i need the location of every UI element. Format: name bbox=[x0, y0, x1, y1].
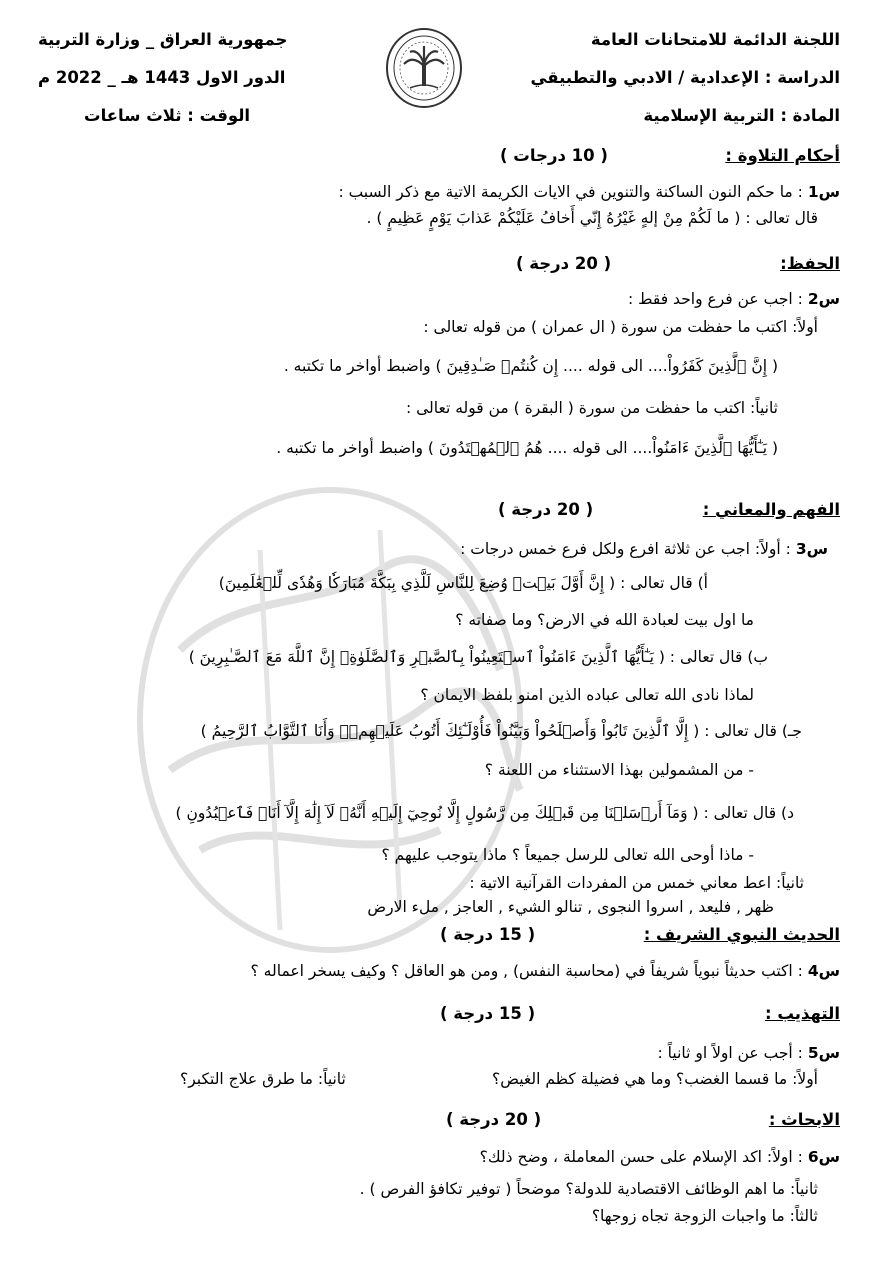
q3-c-verse: جـ) قال تعالى : ( إِلَّا ٱلَّذِينَ تَابُواْ وَأَصۡلَحُواْ وَبَيَّنُواْ فَأُوْلَـٰٓئِكَ أَتُوبُ عَلَيۡهِمۡۚ وَأَنَا ٱلتَّوَّابُ ٱلرَّحِيمُ ) bbox=[200, 722, 802, 740]
q3-d-question: - ماذا أوحى الله تعالى للرسل جميعاً ؟ ماذا يتوجب عليهم ؟ bbox=[381, 846, 754, 864]
grade-hifz: ( 20 درجة ) bbox=[516, 254, 612, 273]
section-title-tilawa: أحكام التلاوة : bbox=[725, 146, 840, 165]
question-number: س5 bbox=[807, 1044, 840, 1062]
question-text: : أولاً: اجب عن ثلاثة افرع ولكل فرع خمس درجات : bbox=[460, 540, 791, 558]
grade-hadith: ( 15 درجة ) bbox=[440, 925, 536, 944]
question-text: : ما حكم النون الساكنة والتنوين في الايات الكريمة الاتية مع ذكر السبب : bbox=[338, 183, 803, 201]
q3-second: ثانياً: اعط معاني خمس من المفردات القرآنية الاتية : bbox=[469, 874, 804, 892]
header-subject: المادة : التربية الإسلامية bbox=[643, 106, 840, 125]
grade-tahdheeb: ( 15 درجة ) bbox=[440, 1004, 536, 1023]
question-4 bbox=[251, 962, 840, 981]
grade-fahm: ( 20 درجة ) bbox=[498, 500, 594, 519]
question-1 bbox=[338, 183, 840, 202]
q3-c-question: - من المشمولين بهذا الاستثناء من اللعنة ؟ bbox=[484, 761, 754, 779]
section-title-abhath: الابحاث : bbox=[768, 1110, 840, 1129]
q3-d-verse: د) قال تعالى : ( وَمَآ أَرۡسَلۡنَا مِن قَبۡلِكَ مِن رَّسُولٍ إِلَّا نُوحِيٓ إِلَيۡهِ أَنَّهُۥ لَآ إِلَٰهَ إِلَّآ أَنَا۠ فَٱعۡبُدُونِ ) bbox=[175, 804, 794, 822]
q3-b-question: لماذا نادى الله تعالى عباده الذين امنو بلفظ الايمان ؟ bbox=[420, 686, 754, 704]
q3-a-question: ما اول بيت لعبادة الله في الارض؟ وما صفاته ؟ bbox=[455, 611, 754, 629]
q6-second: ثانياً: ما اهم الوظائف الاقتصادية للدولة؟ موضحاً ( توفير تكافؤ الفرص ) . bbox=[359, 1180, 818, 1198]
q2-second-verse: ( يَـٰٓأَيُّهَا ٱلَّذِينَ ءَامَنُواْ.... الى قوله .... هُمُ ٱلۡمُهۡتَدُونَ ) واضبط أواخر ما تكتبه . bbox=[276, 439, 778, 457]
question-3 bbox=[460, 540, 828, 559]
header-session: الدور الاول 1443 هـ _ 2022 م bbox=[38, 68, 286, 87]
q3-words: ظهر , فليعد , اسروا النجوى , تنالو الشيء , العاجز , ملء الارض bbox=[367, 898, 774, 916]
header-study: الدراسة : الإعدادية / الادبي والتطبيقي bbox=[530, 68, 840, 87]
section-title-hifz: الحفظ: bbox=[780, 254, 840, 273]
q3-a-verse: أ) قال تعالى : ( إِنَّ أَوَّلَ بَيۡتٖ وُضِعَ لِلنَّاسِ لَلَّذِي بِبَكَّةَ مُبَارَكٗا وَهُدٗى لِّلۡعَٰلَمِينَ) bbox=[218, 574, 708, 592]
question-number: س6 bbox=[807, 1148, 840, 1166]
q2-second: ثانياً: اكتب ما حفظت من سورة ( البقرة ) من قوله تعالى : bbox=[405, 399, 778, 417]
grade-abhath: ( 20 درجة ) bbox=[446, 1110, 542, 1129]
grade-tilawa: ( 10 درجات ) bbox=[500, 146, 608, 165]
q1-verse: قال تعالى : ( ما لَكُمْ مِنْ إلهٍ غَيْرُهُ إِنّي أَخافُ عَلَيْكُمْ عَذابَ يَوْمٍ عَظِيمٍ ) . bbox=[366, 209, 818, 227]
question-text: : اولاً: اكد الإسلام على حسن المعاملة ، وضح ذلك؟ bbox=[479, 1148, 803, 1166]
question-5 bbox=[658, 1044, 840, 1063]
question-number: س2 bbox=[807, 290, 840, 308]
section-title-fahm: الفهم والمعاني : bbox=[702, 500, 840, 519]
question-2 bbox=[628, 290, 840, 309]
q2-first-verse: ( إِنَّ ٱلَّذِينَ كَفَرُواْ.... الى قوله .... إِن كُنتُمۡ صَـٰدِقِينَ ) واضبط أواخر ما تكتبه . bbox=[283, 357, 778, 375]
ministry-seal-icon bbox=[384, 26, 464, 110]
q2-first: أولاً: اكتب ما حفظت من سورة ( ال عمران ) من قوله تعالى : bbox=[423, 318, 818, 336]
header-time: الوقت : ثلاث ساعات bbox=[84, 106, 251, 125]
question-text: : أجب عن اولاً او ثانياً : bbox=[657, 1044, 803, 1062]
question-number: س3 bbox=[795, 540, 828, 558]
header-committee: اللجنة الدائمة للامتحانات العامة bbox=[590, 30, 840, 49]
question-text: : اجب عن فرع واحد فقط : bbox=[628, 290, 803, 308]
q5-first: أولاً: ما قسما الغضب؟ وما هي فضيلة كظم الغيض؟ bbox=[492, 1070, 818, 1088]
q5-second: ثانياً: ما طرق علاج التكبر؟ bbox=[180, 1070, 346, 1088]
question-number: س1 bbox=[807, 183, 840, 201]
question-text: : اكتب حديثاً نبوياً شريفاً في (محاسبة النفس) , ومن هو العاقل ؟ وكيف يسخر اعماله ؟ bbox=[250, 962, 803, 980]
section-title-tahdheeb: التهذيب : bbox=[764, 1004, 840, 1023]
q6-third: ثالثاً: ما واجبات الزوجة تجاه زوجها؟ bbox=[591, 1207, 818, 1225]
section-title-hadith: الحديث النبوي الشريف : bbox=[643, 925, 840, 944]
q3-b-verse: ب) قال تعالى : ( يَـٰٓأَيُّهَا ٱلَّذِينَ ءَامَنُواْ ٱسۡتَعِينُواْ بِٱلصَّبۡرِ وَٱلصَّلَوٰةِۚ إِنَّ ٱللَّهَ مَعَ ٱلصَّـٰبِرِينَ ) bbox=[188, 648, 768, 666]
header-republic: جمهورية العراق _ وزارة التربية bbox=[38, 30, 288, 49]
question-6 bbox=[480, 1148, 840, 1167]
question-number: س4 bbox=[807, 962, 840, 980]
